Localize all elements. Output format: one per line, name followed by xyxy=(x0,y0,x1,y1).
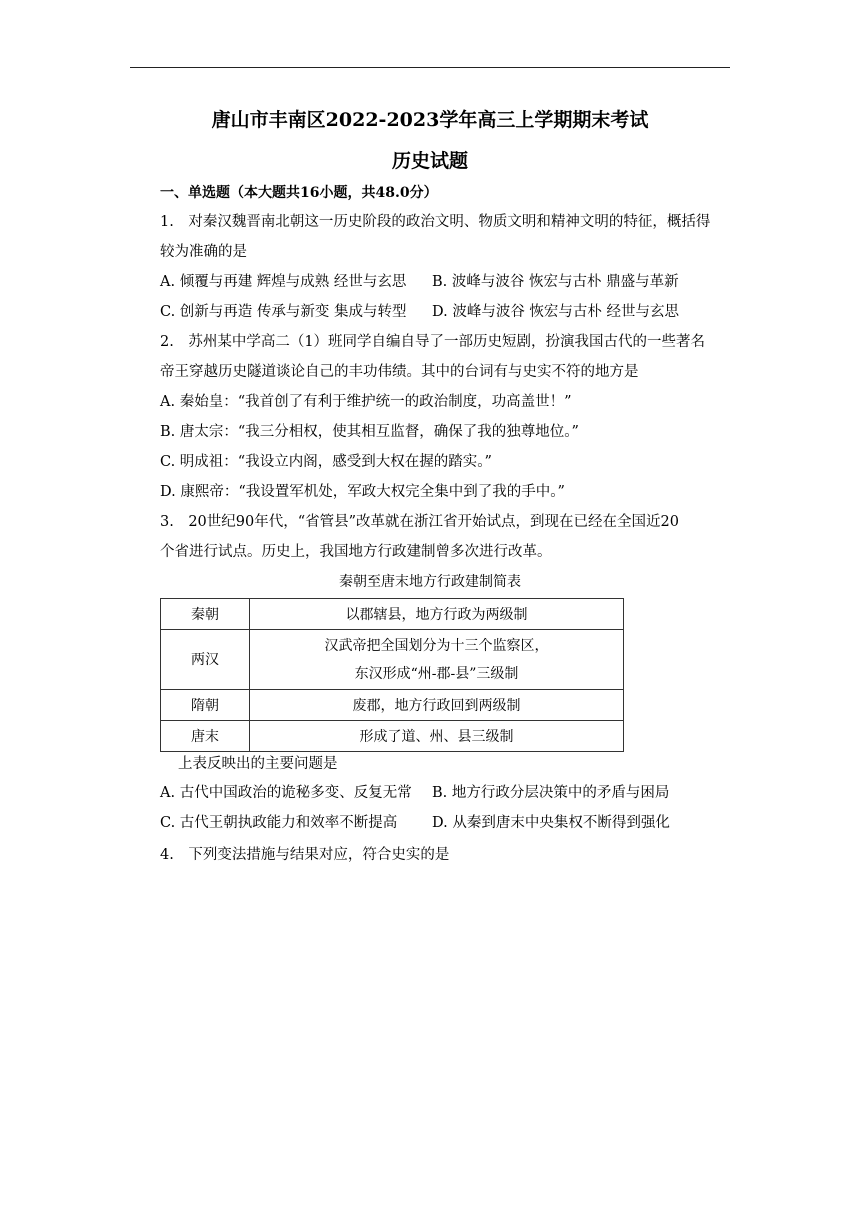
q1-option-d: D. 波峰与波谷 恢宏与古朴 经世与玄思 xyxy=(432,304,680,320)
q3-option-a: A. 古代中国政治的诡秘多变、反复无常 xyxy=(160,785,412,801)
q2-option-b: B. 唐太宗：“我三分相权，使其相互监督，确保了我的独尊地位。” xyxy=(160,424,579,440)
q1-option-a: A. 倾覆与再建 辉煌与成熟 经世与玄思 xyxy=(160,274,407,290)
table-cell-desc: 以郡辖县，地方行政为两级制 xyxy=(250,599,624,630)
exam-title: 唐山市丰南区2022-2023学年高三上学期期末考试 xyxy=(211,109,649,131)
q2-option-a: A. 秦始皇：“我首创了有利于维护统一的政治制度，功高盖世！” xyxy=(160,394,572,410)
q3-question: 上表反映出的主要问题是 xyxy=(178,756,338,772)
q3-stem-line2: 个省进行试点。历史上，我国地方行政建制曾多次进行改革。 xyxy=(160,544,552,560)
exam-subtitle: 历史试题 xyxy=(391,150,468,172)
table-row xyxy=(161,721,624,752)
table-cell-desc xyxy=(250,630,624,690)
q4-stem-line1: 4. 下列变法措施与结果对应，符合史实的是 xyxy=(160,847,450,863)
q1-stem-line1: 1. 对秦汉魏晋南北朝这一历史阶段的政治文明、物质文明和精神文明的特征，概括得 xyxy=(160,214,711,230)
q1-option-b: B. 波峰与波谷 恢宏与古朴 鼎盛与革新 xyxy=(432,274,679,290)
table-cell-desc: 废郡，地方行政回到两级制 xyxy=(250,690,624,721)
table-caption: 秦朝至唐末地方行政建制简表 xyxy=(339,574,521,590)
table-cell-desc-line1: 汉武帝把全国划分为十三个监察区， xyxy=(324,637,549,654)
q3-option-c: C. 古代王朝执政能力和效率不断提高 xyxy=(160,815,398,831)
q2-stem-line1: 2. 苏州某中学高二（1）班同学自编自导了一部历史短剧，扮演我国古代的一些著名 xyxy=(160,334,706,350)
table-row xyxy=(161,599,624,630)
q3-option-d: D. 从秦到唐末中央集权不断得到强化 xyxy=(432,815,670,831)
q1-stem-line2: 较为准确的是 xyxy=(160,244,247,260)
table-row xyxy=(161,690,624,721)
table-row xyxy=(161,630,624,690)
q3-stem-line1: 3. 20世纪90年代，“省管县”改革就在浙江省开始试点，到现在已经在全国近20 xyxy=(160,514,680,530)
table-cell-desc: 形成了道、州、县三级制 xyxy=(250,721,624,752)
q3-option-b: B. 地方行政分层决策中的矛盾与困局 xyxy=(432,785,670,801)
q2-option-c: C. 明成祖：“我设立内阁，感受到大权在握的踏实。” xyxy=(160,454,492,470)
table-cell-era: 隋朝 xyxy=(161,690,250,721)
q2-stem-line2: 帝王穿越历史隧道谈论自己的丰功伟绩。其中的台词有与史实不符的地方是 xyxy=(160,364,639,380)
q2-option-d: D. 康熙帝：“我设置军机处，军政大权完全集中到了我的手中。” xyxy=(160,484,565,500)
table-cell-desc-line2: 东汉形成“州-郡-县”三级制 xyxy=(354,665,519,682)
section-heading: 一、单选题（本大题共16小题，共48.0分） xyxy=(160,185,438,201)
admin-system-table xyxy=(160,598,624,752)
table-cell-era: 秦朝 xyxy=(161,599,250,630)
header-rule xyxy=(130,67,730,68)
table-cell-era: 唐末 xyxy=(161,721,250,752)
table-cell-era: 两汉 xyxy=(161,630,250,690)
q1-option-c: C. 创新与再造 传承与新变 集成与转型 xyxy=(160,304,407,320)
